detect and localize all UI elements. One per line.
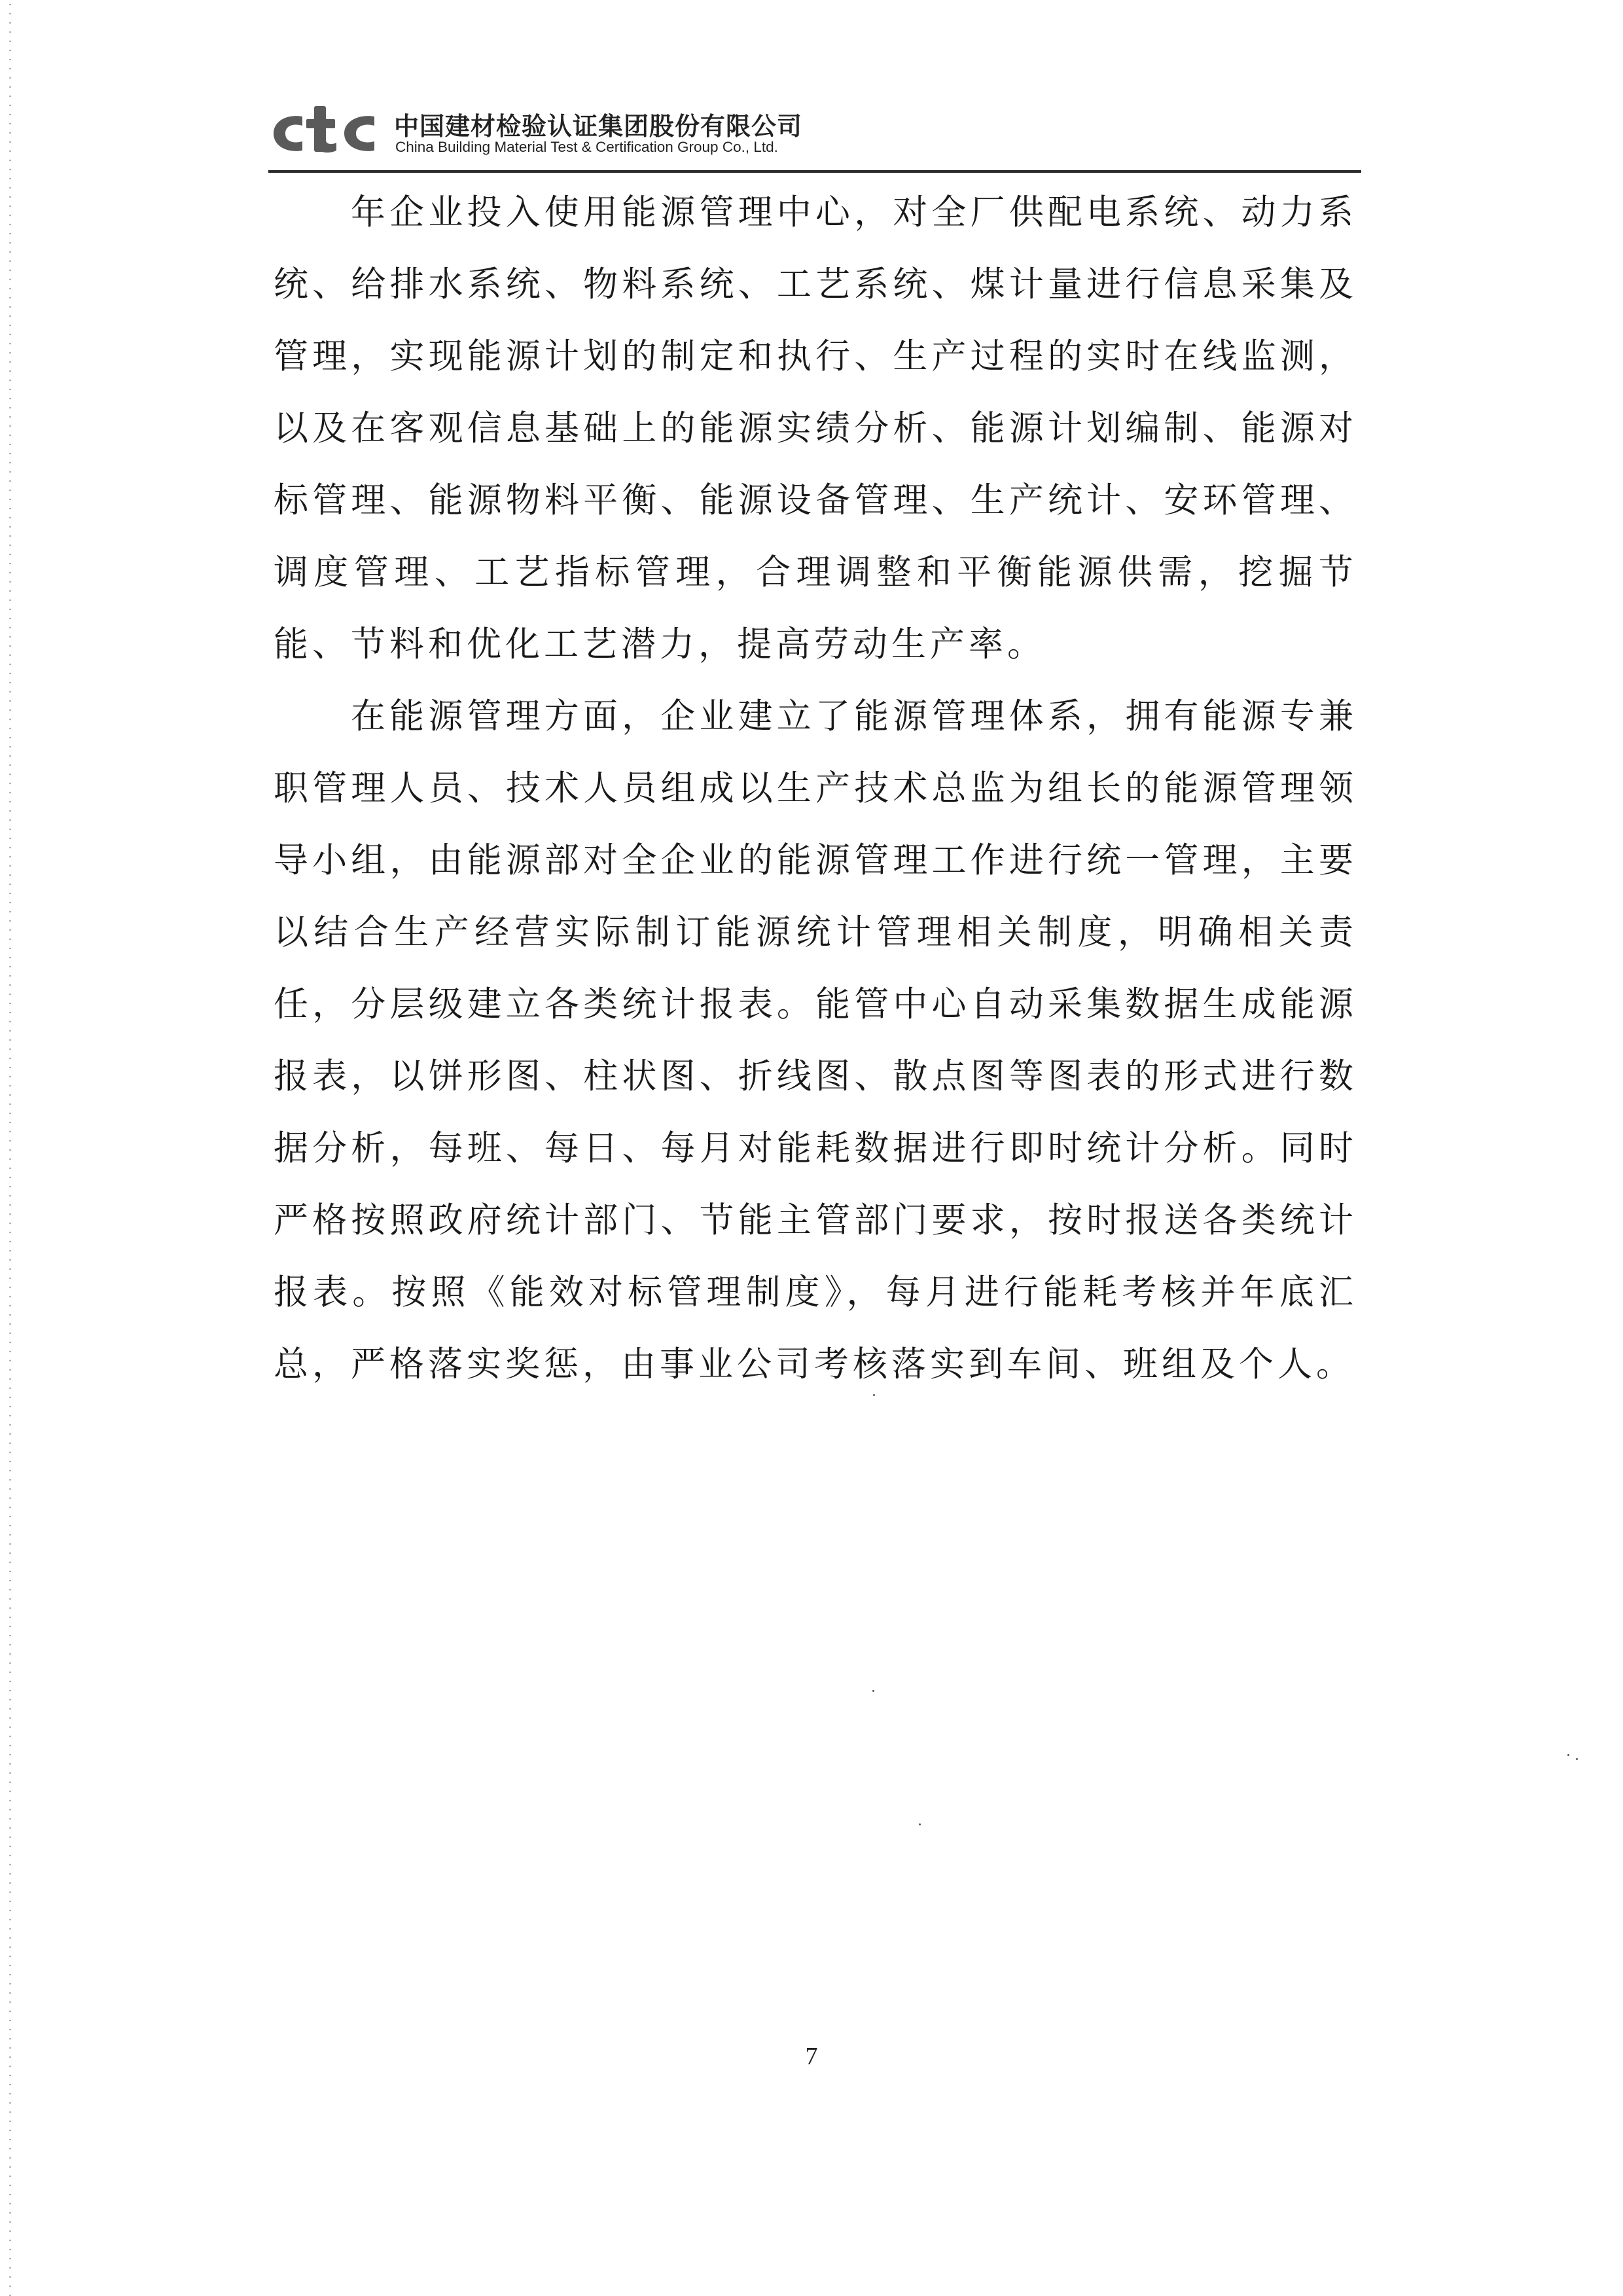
page-number: 7 xyxy=(805,2043,818,2070)
scan-speck xyxy=(919,1823,921,1825)
document-body xyxy=(274,177,1357,1401)
scan-speck xyxy=(872,1690,874,1692)
scan-speck xyxy=(1576,1758,1578,1760)
letterhead xyxy=(268,98,1361,170)
body-paragraph: 在能源管理方面，企业建立了能源管理体系，拥有能源专兼职管理人员、技术人员组成以生产技术总监为组长的能源管理领导小组，由能源部对全企业的能源管理工作进行统一管理，主要以结合生产经营实际制订能源统计管理相关制度，明确相关责任，分层级建立各类统计报表。能管中心自动采集数据生成能源报表，以饼形图、柱状图、折线图、散点图等图表的形式进行数据分析，每班、每日、每月对能耗数据进行即时统计分析。同时严格按照政府统计部门、节能主管部门要求，按时报送各类统计报表。按照《能效对标管理制度》，每月进行能耗考核并年底汇总，严格落实奖惩，由事业公司考核落实到车间、班组及个人。 xyxy=(274,696,1357,1384)
header-divider xyxy=(268,170,1361,173)
scan-speck xyxy=(1567,1754,1569,1756)
company-name-en: China Building Material Test & Certification Group Co., Ltd. xyxy=(395,139,778,155)
scan-binding-edge xyxy=(9,0,11,2296)
company-name-cn: 中国建材检验认证集团股份有限公司 xyxy=(394,112,803,141)
body-paragraph: 年企业投入使用能源管理中心，对全厂供配电系统、动力系统、给排水系统、物料系统、工艺系统、煤计量进行信息采集及管理，实现能源计划的制定和执行、生产过程的实时在线监测，以及在客观信息基础上的能源实绩分析、能源计划编制、能源对标管理、能源物料平衡、能源设备管理、生产统计、安环管理、调度管理、工艺指标管理，合理调整和平衡能源供需，挖掘节能、节料和优化工艺潜力，提高劳动生产率。 xyxy=(274,192,1357,664)
scan-speck xyxy=(873,1394,875,1396)
ctc-logo xyxy=(268,103,383,159)
